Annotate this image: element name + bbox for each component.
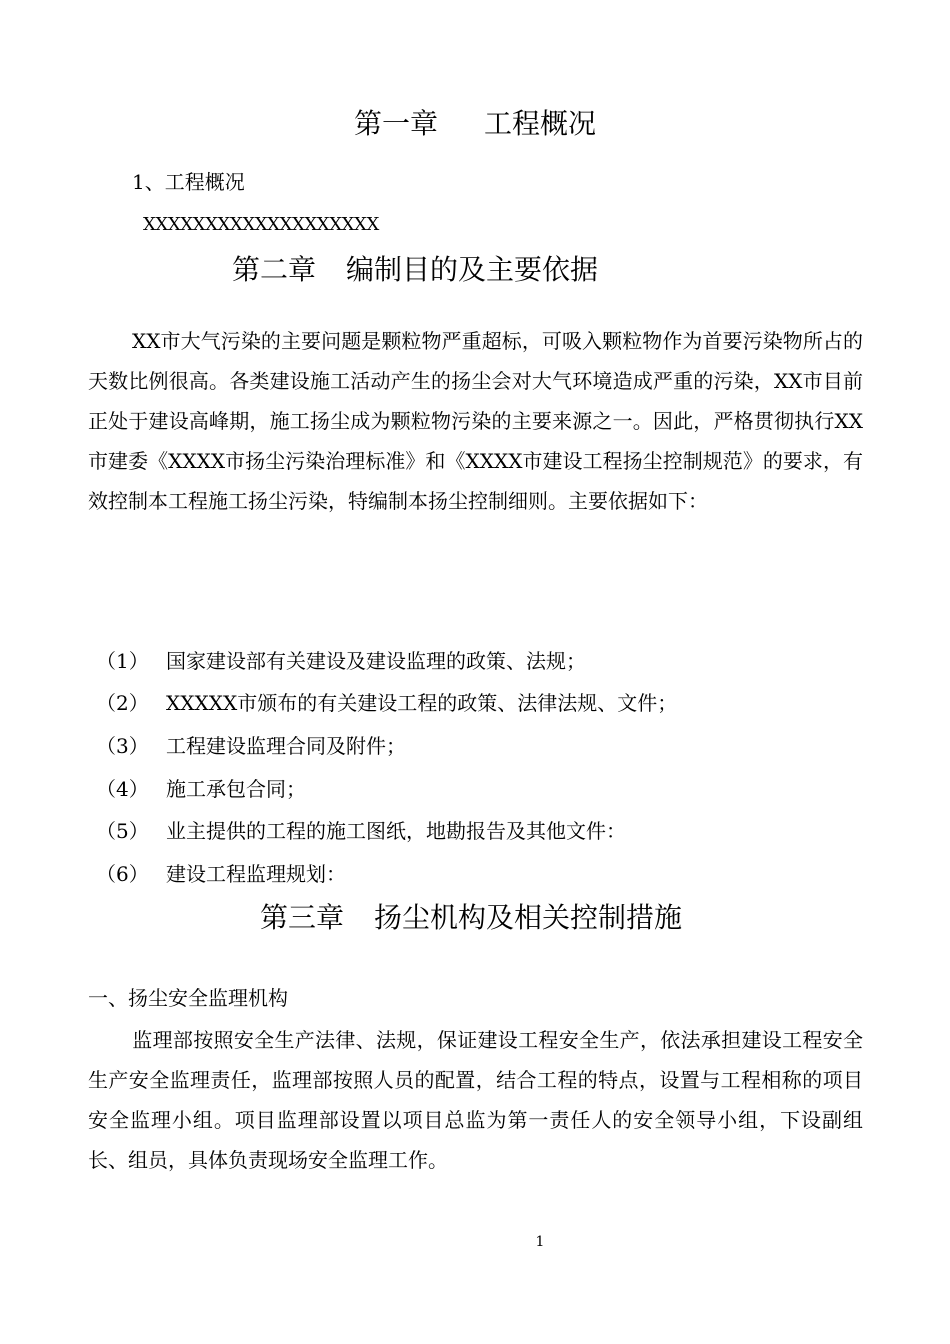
chapter-3-heading: [260, 900, 682, 936]
chapter-3-label: 第三章: [260, 901, 345, 934]
page-number: 1: [535, 1234, 545, 1250]
chapter-2-paragraph: [88, 321, 863, 521]
chapter-1-body: XXXXXXXXXXXXXXXXXXX: [143, 214, 379, 235]
chapter-3-title: 扬尘机构及相关控制措施: [374, 901, 683, 934]
basis-list-number: （4）: [96, 777, 149, 801]
chapter-1-section: 1、工程概况: [132, 170, 245, 194]
chapter-2-title: 编制目的及主要依据: [346, 253, 599, 286]
basis-list-number: （5）: [96, 819, 149, 843]
chapter-3-paragraph: [88, 1020, 863, 1180]
basis-list-item: [96, 648, 586, 674]
basis-list-text: 建设工程监理规划：: [166, 862, 346, 886]
chapter-1-title: 工程概况: [484, 107, 597, 140]
chapter-2-paragraph-text: XX市大气污染的主要问题是颗粒物严重超标，可吸入颗粒物作为首要污染物所占的天数比例很高。各类建设施工活动产生的扬尘会对大气环境造成严重的污染，XX市目前正处于建设高峰期，施工扬尘成为颗粒物污染的主要来源之一。因此，严格贯彻执行XX市建委《XXXX市扬尘污染治理标准》和《XXXX市建设工程扬尘控制规范》的要求，有效控制本工程施工扬尘污染，特编制本扬尘控制细则。主要依据如下：: [88, 329, 863, 513]
basis-list-item: [96, 690, 677, 716]
basis-list-text: 国家建设部有关建设及建设监理的政策、法规；: [166, 649, 586, 673]
basis-list-item: [96, 776, 306, 802]
basis-list-item: [96, 733, 406, 759]
basis-list-number: （6）: [96, 862, 149, 886]
basis-list-item: [96, 861, 346, 887]
chapter-2-label: 第二章: [232, 253, 317, 286]
chapter-2-heading: [232, 252, 598, 288]
basis-list-number: （3）: [96, 734, 149, 758]
basis-list-text: 施工承包合同；: [166, 777, 306, 801]
basis-list-number: （1）: [96, 649, 149, 673]
basis-list-text: 工程建设监理合同及附件；: [166, 734, 406, 758]
basis-list-text: 业主提供的工程的施工图纸，地勘报告及其他文件：: [166, 819, 626, 843]
chapter-3-section: 一、扬尘安全监理机构: [88, 986, 288, 1010]
basis-list-number: （2）: [96, 691, 149, 715]
chapter-3-paragraph-text: 监理部按照安全生产法律、法规，保证建设工程安全生产，依法承担建设工程安全生产安全监理责任，监理部按照人员的配置，结合工程的特点，设置与工程相称的项目安全监理小组。项目监理部设置以项目总监为第一责任人的安全领导小组，下设副组长、组员，具体负责现场安全监理工作。: [88, 1028, 863, 1172]
basis-list-text: XXXXX市颁布的有关建设工程的政策、法律法规、文件；: [166, 691, 678, 715]
basis-list-item: [96, 818, 626, 844]
chapter-1-label: 第一章: [354, 107, 439, 140]
chapter-1-heading: [354, 106, 596, 142]
